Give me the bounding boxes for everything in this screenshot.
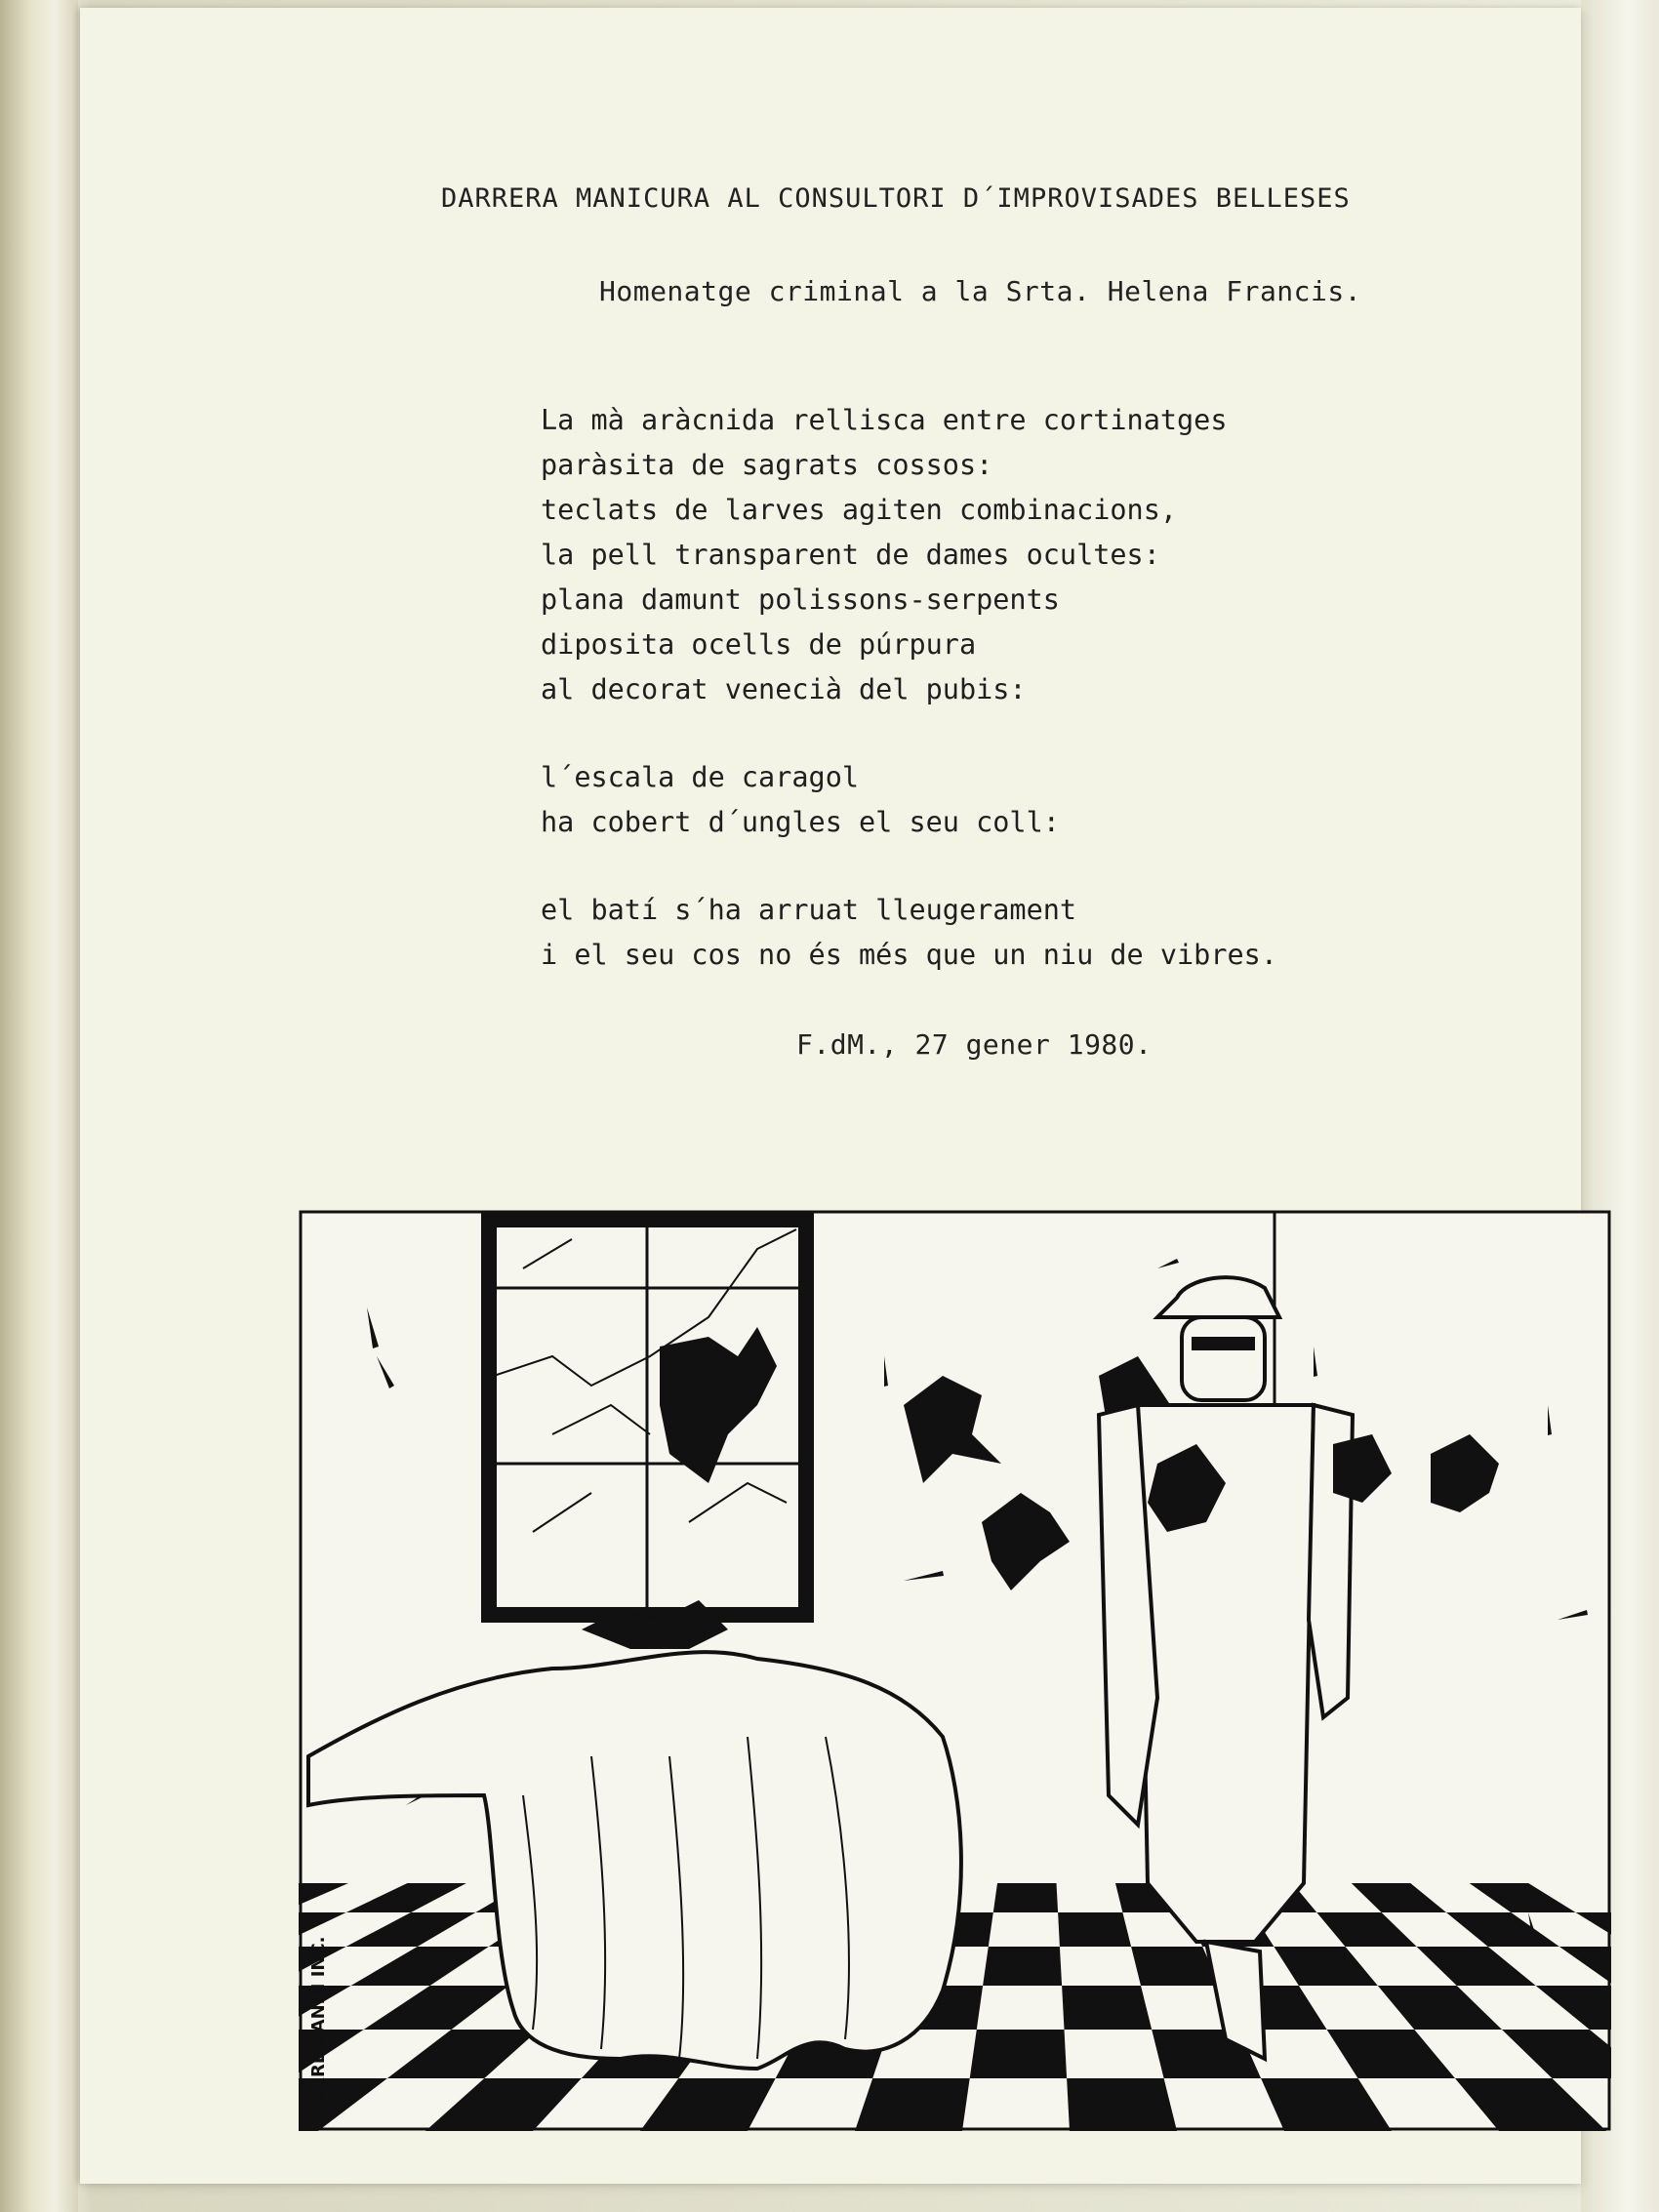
binder-edge bbox=[0, 0, 78, 2212]
verse-line: teclats de larves agiten combinacions, bbox=[541, 494, 1178, 526]
verse-line: i el seu cos no és més que un niu de vibres. bbox=[541, 939, 1277, 971]
poem-dedication: Homenatge criminal a la Srta. Helena Francis. bbox=[599, 275, 1362, 307]
floor-tile bbox=[983, 1947, 1062, 1986]
floor-tile bbox=[1058, 1912, 1131, 1947]
poem-title: DARRERA MANICURA AL CONSULTORI D´IMPROVISADES BELLESES bbox=[441, 183, 1351, 214]
poem-signature: F.dM., 27 gener 1980. bbox=[796, 1028, 1153, 1061]
verse-line: ha cobert d´ungles el seu coll: bbox=[541, 806, 1060, 838]
floor-tile bbox=[970, 2030, 1067, 2078]
verse-line: el batí s´ha arruat lleugerament bbox=[541, 894, 1077, 926]
stanza-1 bbox=[541, 398, 1228, 712]
verse-line: plana damunt polissons-serpents bbox=[541, 583, 1060, 616]
verse-line: al decorat venecià del pubis: bbox=[541, 673, 1027, 705]
stanza-3 bbox=[541, 888, 1277, 978]
floor-tile bbox=[1062, 1986, 1152, 2030]
artist-credit: PIERRE CANIN INC. bbox=[308, 1936, 329, 2122]
floor-tile bbox=[993, 1883, 1058, 1912]
illustration-drawing bbox=[299, 1210, 1611, 2131]
typed-sheet bbox=[80, 8, 1581, 2184]
verse-line: La mà aràcnida rellisca entre cortinatges bbox=[541, 404, 1228, 436]
stanza-2 bbox=[541, 755, 1060, 845]
verse-line: diposita ocells de púrpura bbox=[541, 628, 977, 661]
floor-tile bbox=[855, 2078, 970, 2131]
ink-illustration bbox=[299, 1210, 1611, 2131]
verse-line: la pell transparent de dames ocultes: bbox=[541, 539, 1160, 571]
broken-window bbox=[489, 1220, 806, 1615]
floor-tile bbox=[1067, 2078, 1177, 2131]
verse-line: l´escala de caragol bbox=[541, 761, 860, 793]
verse-line: paràsita de sagrats cossos: bbox=[541, 449, 993, 481]
